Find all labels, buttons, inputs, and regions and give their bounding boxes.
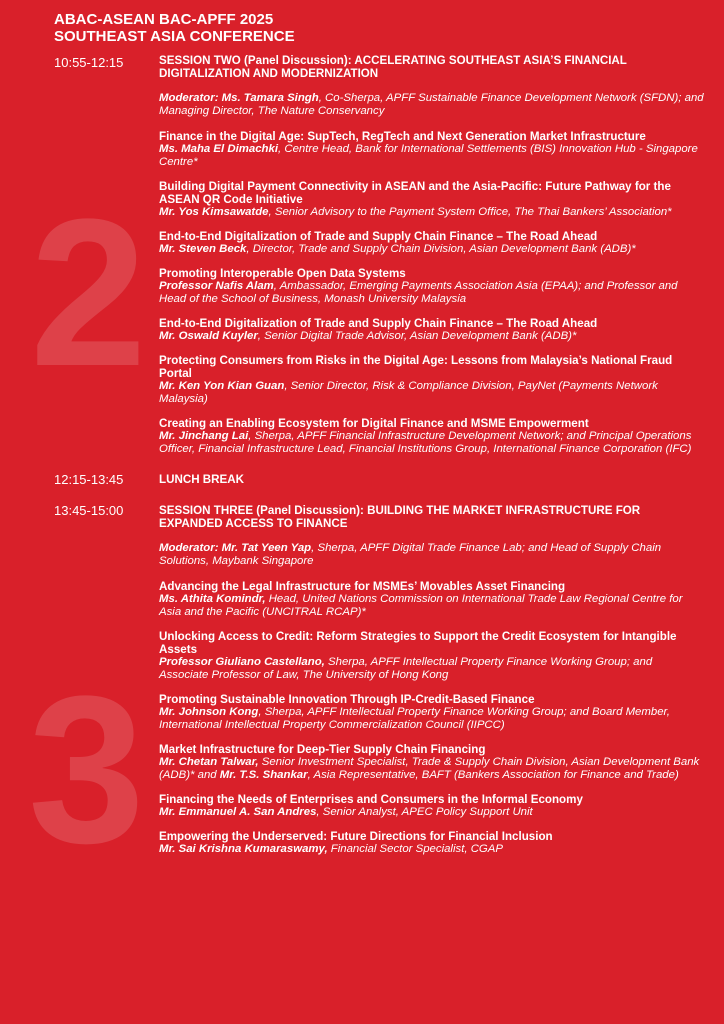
moderator-label: Moderator:: [159, 92, 222, 104]
agenda-item: [159, 743, 704, 782]
item-speaker: [159, 243, 704, 256]
session-title: SESSION TWO (Panel Discussion): ACCELERATING SOUTHEAST ASIA’S FINANCIAL DIGITALIZATION AND MODERNIZATION: [159, 54, 627, 80]
conference-header: [54, 11, 295, 45]
agenda: [0, 54, 724, 867]
item-title: Market Infrastructure for Deep-Tier Supply Chain Financing: [159, 743, 486, 756]
moderator-role: , Sherpa, APFF Digital Trade Finance Lab; and Head of Supply Chain Solutions, Maybank Singapore: [159, 542, 662, 567]
speaker-role: Head, United Nations Commission on International Trade Law Regional Centre for Asia and the Pacific (UNCITRAL RCAP)*: [159, 593, 683, 618]
moderator: [159, 542, 704, 568]
item-title: Promoting Sustainable Innovation Through IP-Credit-Based Finance: [159, 693, 535, 706]
speaker-role: , Senior Director, Risk & Compliance Division, PayNet (Payments Network Malaysia): [159, 380, 658, 405]
item-title: Building Digital Payment Connectivity in ASEAN and the Asia-Pacific: Future Pathway for the ASEAN QR Code Initiative: [159, 180, 671, 206]
item-speaker: [159, 593, 704, 619]
item-title: End-to-End Digitalization of Trade and Supply Chain Finance – The Road Ahead: [159, 230, 598, 243]
item-speaker: [159, 656, 704, 682]
item-title: End-to-End Digitalization of Trade and Supply Chain Finance – The Road Ahead: [159, 317, 598, 330]
speaker-name: Mr. Emmanuel A. San Andres: [159, 806, 317, 818]
speaker-role: , Director, Trade and Supply Chain Division, Asian Development Bank (ADB)*: [246, 243, 636, 255]
item-title: Creating an Enabling Ecosystem for Digital Finance and MSME Empowerment: [159, 417, 589, 430]
session-three: [0, 504, 724, 856]
item-speaker: [159, 280, 704, 306]
moderator-name: Ms. Tamara Singh: [221, 92, 319, 104]
lunch-break: [0, 473, 724, 486]
session-two: [0, 54, 724, 456]
session-time: 13:45-15:00: [54, 503, 124, 518]
speaker-role: , Senior Analyst, APEC Policy Support Unit: [316, 806, 533, 818]
moderator-name: Mr. Tat Yeen Yap: [221, 542, 312, 554]
speaker-role: Financial Sector Specialist, CGAP: [327, 843, 503, 855]
item-speaker: [159, 806, 704, 819]
speaker-name: Mr. Sai Krishna Kumaraswamy,: [159, 843, 328, 855]
speaker-role: , Centre Head, Bank for International Settlements (BIS) Innovation Hub - Singapore Centre*: [159, 143, 698, 168]
item-title: Promoting Interoperable Open Data Systems: [159, 267, 406, 280]
speaker-role: , Senior Advisory to the Payment System Office, The Thai Bankers’ Association*: [268, 206, 672, 218]
item-title: Financing the Needs of Enterprises and Consumers in the Informal Economy: [159, 793, 583, 806]
item-title: Protecting Consumers from Risks in the Digital Age: Lessons from Malaysia’s National Fraud Portal: [159, 354, 673, 380]
session-time: 10:55-12:15: [54, 55, 124, 70]
moderator-label: Moderator:: [159, 542, 222, 554]
speaker-role: , Senior Digital Trade Advisor, Asian Development Bank (ADB)*: [257, 330, 577, 342]
speaker-role: Sherpa, APFF Intellectual Property Finance Working Group; and Associate Professor of Law, The University of Hong Kong: [159, 656, 653, 681]
item-title: Advancing the Legal Infrastructure for MSMEs’ Movables Asset Financing: [159, 580, 566, 593]
session-three-big-number: 3: [28, 652, 145, 887]
agenda-item: [159, 230, 704, 256]
session-two-big-number: 2: [30, 175, 147, 410]
speaker-role: , Ambassador, Emerging Payments Association Asia (EPAA); and Professor and Head of the School of Business, Monash University Malaysia: [159, 280, 678, 305]
agenda-item: [159, 317, 704, 343]
header-line-1: ABAC-ASEAN BAC-APFF 2025: [54, 11, 274, 28]
item-title: Unlocking Access to Credit: Reform Strategies to Support the Credit Ecosystem for Intangible Assets: [159, 630, 677, 656]
speaker-role: , Sherpa, APFF Financial Infrastructure Development Network; and Principal Operations Officer, Financial Infrastructure Lead, Financial Institutions Group, International Finance Corporation (IFC): [159, 430, 692, 455]
agenda-item: [159, 830, 704, 856]
speaker-name-2: Mr. T.S. Shankar: [219, 769, 308, 781]
item-speaker: [159, 380, 704, 406]
speaker-name: Mr. Steven Beck: [159, 243, 247, 255]
speaker-name: Mr. Jinchang Lai: [159, 430, 249, 442]
item-speaker: [159, 330, 704, 343]
speaker-name: Mr. Ken Yon Kian Guan: [159, 380, 285, 392]
agenda-item: [159, 417, 704, 456]
agenda-item: [159, 693, 704, 732]
item-title: Finance in the Digital Age: SupTech, RegTech and Next Generation Market Infrastructure: [159, 130, 646, 143]
speaker-name: Mr. Yos Kimsawatde: [159, 206, 269, 218]
item-title: Empowering the Underserved: Future Directions for Financial Inclusion: [159, 830, 553, 843]
item-speaker: [159, 706, 704, 732]
item-speaker: [159, 206, 704, 219]
item-speaker: [159, 756, 704, 782]
speaker-name: Ms. Maha El Dimachki: [159, 143, 279, 155]
speaker-name: Mr. Johnson Kong: [159, 706, 259, 718]
speaker-name: Professor Giuliano Castellano,: [159, 656, 325, 668]
speaker-role: , Sherpa, APFF Intellectual Property Finance Working Group; and Board Member, International Intellectual Property Commercialization Council (IIPCC): [159, 706, 670, 731]
item-speaker: [159, 843, 704, 856]
agenda-item: [159, 180, 704, 219]
agenda-item: [159, 793, 704, 819]
item-speaker: [159, 430, 704, 456]
speaker-role-2: , Asia Representative, BAFT (Bankers Association for Finance and Trade): [307, 769, 679, 781]
agenda-item: [159, 580, 704, 619]
session-time: 12:15-13:45: [54, 472, 124, 487]
moderator-role: , Co-Sherpa, APFF Sustainable Finance Development Network (SFDN); and Managing Director, The Nature Conservancy: [159, 92, 704, 117]
moderator: [159, 92, 704, 118]
speaker-name: Mr. Chetan Talwar,: [159, 756, 259, 768]
speaker-name: Professor Nafis Alam: [159, 280, 274, 292]
agenda-item: [159, 630, 704, 682]
agenda-item: [159, 130, 704, 169]
speaker-name: Ms. Athita Komindr,: [159, 593, 266, 605]
item-speaker: [159, 143, 704, 169]
session-title: SESSION THREE (Panel Discussion): BUILDING THE MARKET INFRASTRUCTURE FOR EXPANDED ACCESS TO FINANCE: [159, 504, 641, 530]
agenda-item: [159, 267, 704, 306]
speaker-name: Mr. Oswald Kuyler: [159, 330, 258, 342]
speaker-role: Senior Investment Specialist, Trade & Supply Chain Division, Asian Development Bank (ADB)* and: [159, 756, 700, 781]
agenda-item: [159, 354, 704, 406]
header-line-2: SOUTHEAST ASIA CONFERENCE: [54, 28, 295, 45]
session-title: LUNCH BREAK: [159, 473, 245, 486]
